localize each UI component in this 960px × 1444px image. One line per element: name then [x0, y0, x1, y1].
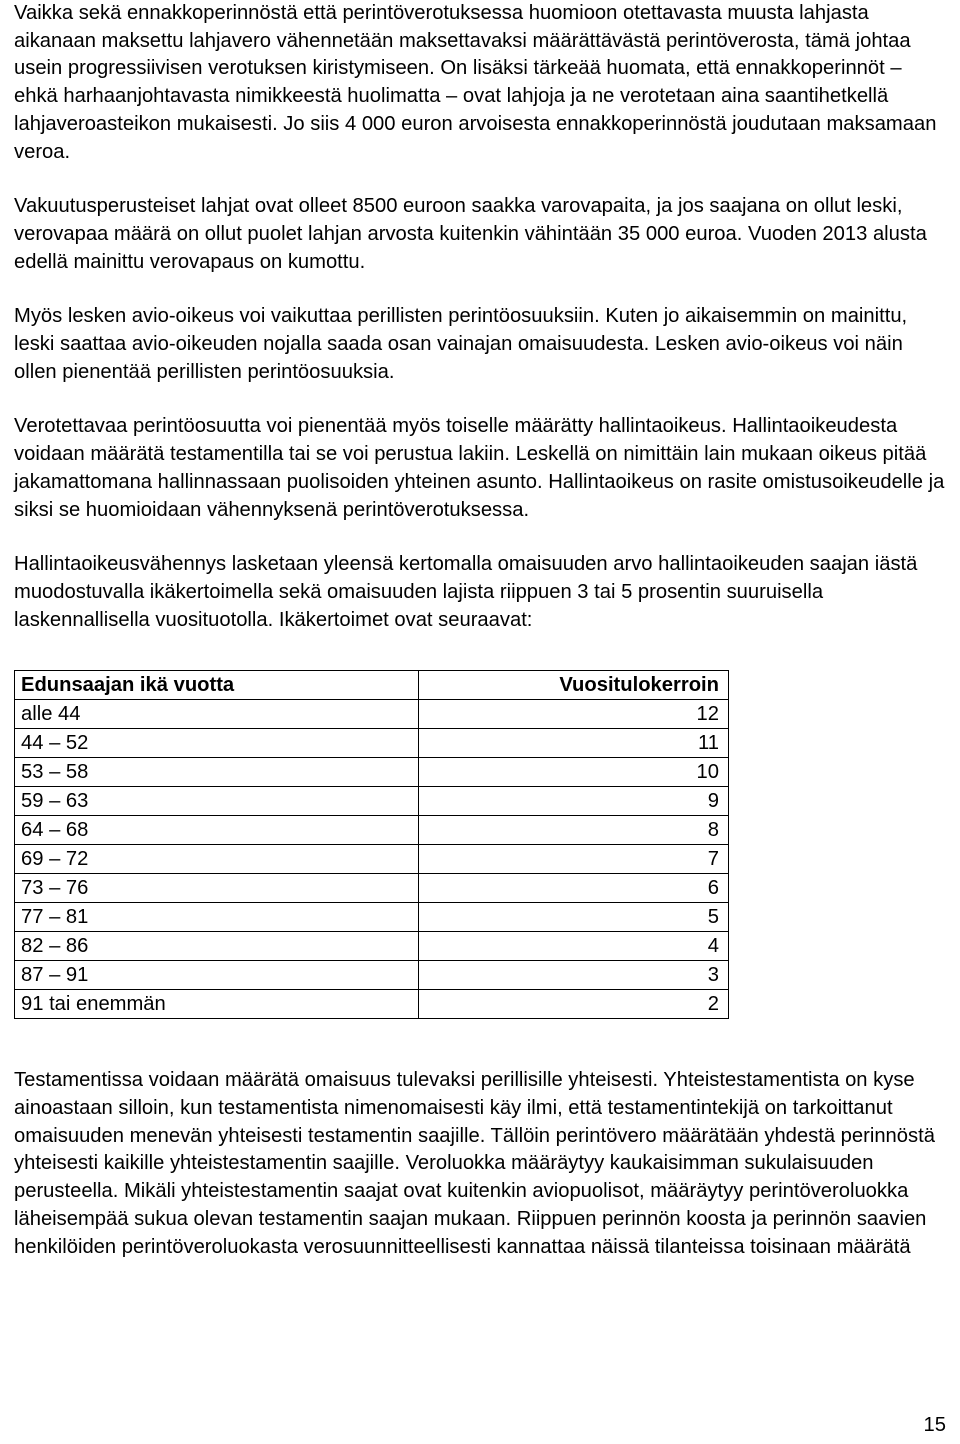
age-range-cell: 53 – 58 — [15, 758, 419, 787]
age-range-cell: 73 – 76 — [15, 874, 419, 903]
coefficient-cell: 12 — [419, 700, 729, 729]
table-row — [15, 903, 729, 932]
age-range-cell: 59 – 63 — [15, 787, 419, 816]
paragraph-spouse-marital-right: Myös lesken avio-oikeus voi vaikuttaa perillisten perintöosuuksiin. Kuten jo aikaisemmin on mainittu, leski saattaa avio-oikeuden nojalla saada osan vainajan omaisuudesta. Lesken avio-oikeus voi näin ollen pienentää perillisten perintöosuuksia. — [14, 305, 908, 383]
paragraph-usufruct-deduction: Hallintaoikeusvähennys lasketaan yleensä kertomalla omaisuuden arvo hallintaoikeuden saajan iästä muodostuvalla ikäkertoimella sekä omaisuuden lajista riippuen 3 tai 5 prosentin suuruisella laskennallisella vuosituotolla. Ikäkertoimet ovat seuraavat: — [14, 553, 918, 631]
age-range-cell: 69 – 72 — [15, 845, 419, 874]
table-row — [15, 874, 729, 903]
age-range-cell: 82 – 86 — [15, 932, 419, 961]
table-row — [15, 816, 729, 845]
table-row — [15, 729, 729, 758]
paragraph-gift-tax: Vaikka sekä ennakkoperinnöstä että perintöverotuksessa huomioon otettavasta muusta lahjasta aikanaan maksettu lahjavero vähennetään maksettavaksi määrättävästä perintöverosta, tämä johtaa usein progressiivisen verotuksen kiristymiseen. On lisäksi tärkeää huomata, että ennakkoperinnöt – ehkä harhaanjohtavasta nimikkeestä huolimatta – ovat lahjoja ja ne verotetaan aina saantihetkellä lahjaveroasteikon mukaisesti. Jo siis 4 000 euron arvoisesta ennakkoperinnöstä joudutaan maksamaan veroa. — [14, 2, 937, 163]
age-range-cell: alle 44 — [15, 700, 419, 729]
age-range-cell: 64 – 68 — [15, 816, 419, 845]
coefficient-cell: 3 — [419, 961, 729, 990]
coefficient-cell: 5 — [419, 903, 729, 932]
header-coefficient: Vuositulokerroin — [419, 671, 729, 700]
table-row — [15, 845, 729, 874]
age-range-cell: 87 – 91 — [15, 961, 419, 990]
coefficient-cell: 10 — [419, 758, 729, 787]
document-page — [14, 0, 946, 1261]
table-row — [15, 961, 729, 990]
table-row — [15, 787, 729, 816]
coefficient-cell: 4 — [419, 932, 729, 961]
age-range-cell: 44 – 52 — [15, 729, 419, 758]
age-range-cell: 91 tai enemmän — [15, 990, 419, 1019]
coefficient-cell: 6 — [419, 874, 729, 903]
page-number: 15 — [923, 1414, 946, 1436]
coefficient-cell: 7 — [419, 845, 729, 874]
paragraph-joint-testament: Testamentissa voidaan määrätä omaisuus tulevaksi perillisille yhteisesti. Yhteistestamentista on kyse ainoastaan silloin, kun testamentista nimenomaisesti käy ilmi, että testamentintekijä on tarkoittanut omaisuuden menevän yhteisesti testamentin saajille. Tällöin perintövero määrätään yhdestä perinnöstä yhteisesti kaikille yhteistestamentin saajille. Veroluokka määräytyy kaukaisimman sukulaisuuden perusteella. Mikäli yhteistestamentin saajat ovat kuitenkin aviopuolisot, määräytyy perintöveroluokka läheisempää sukua olevan testamentin saajan mukaan. Riippuen perinnön koosta ja perinnön saavien henkilöiden perintöveroluokasta verosuunnitteellisesti kannattaa näissä tilanteissa toisinaan määrätä — [14, 1069, 935, 1258]
age-coefficient-table — [14, 670, 729, 1019]
coefficient-cell: 8 — [419, 816, 729, 845]
table-row — [15, 932, 729, 961]
paragraph-insurance-gifts: Vakuutusperusteiset lahjat ovat olleet 8500 euroon saakka varovapaita, ja jos saajana on ollut leski, verovapaa määrä on ollut puolet lahjan arvosta kuitenkin vähintään 35 000 euroa. Vuoden 2013 alusta edellä mainittu verovapaus on kumottu. — [14, 195, 927, 273]
table-row — [15, 700, 729, 729]
paragraph-usufruct: Verotettavaa perintöosuutta voi pienentää myös toiselle määrätty hallintaoikeus. Hallintaoikeudesta voidaan määrätä testamentilla tai se voi perustua lakiin. Leskellä on nimittäin lain mukaan oikeus pitää jakamattomana hallinnassaan puolisoiden yhteinen asunto. Hallintaoikeus on rasite omistusoikeudelle ja siksi se huomioidaan vähennyksenä perintöverotuksessa. — [14, 415, 945, 521]
coefficient-cell: 2 — [419, 990, 729, 1019]
coefficient-cell: 9 — [419, 787, 729, 816]
coefficient-cell: 11 — [419, 729, 729, 758]
table-row — [15, 990, 729, 1019]
table-row — [15, 758, 729, 787]
age-range-cell: 77 – 81 — [15, 903, 419, 932]
header-age: Edunsaajan ikä vuotta — [15, 671, 419, 700]
table-header-row — [15, 671, 729, 700]
